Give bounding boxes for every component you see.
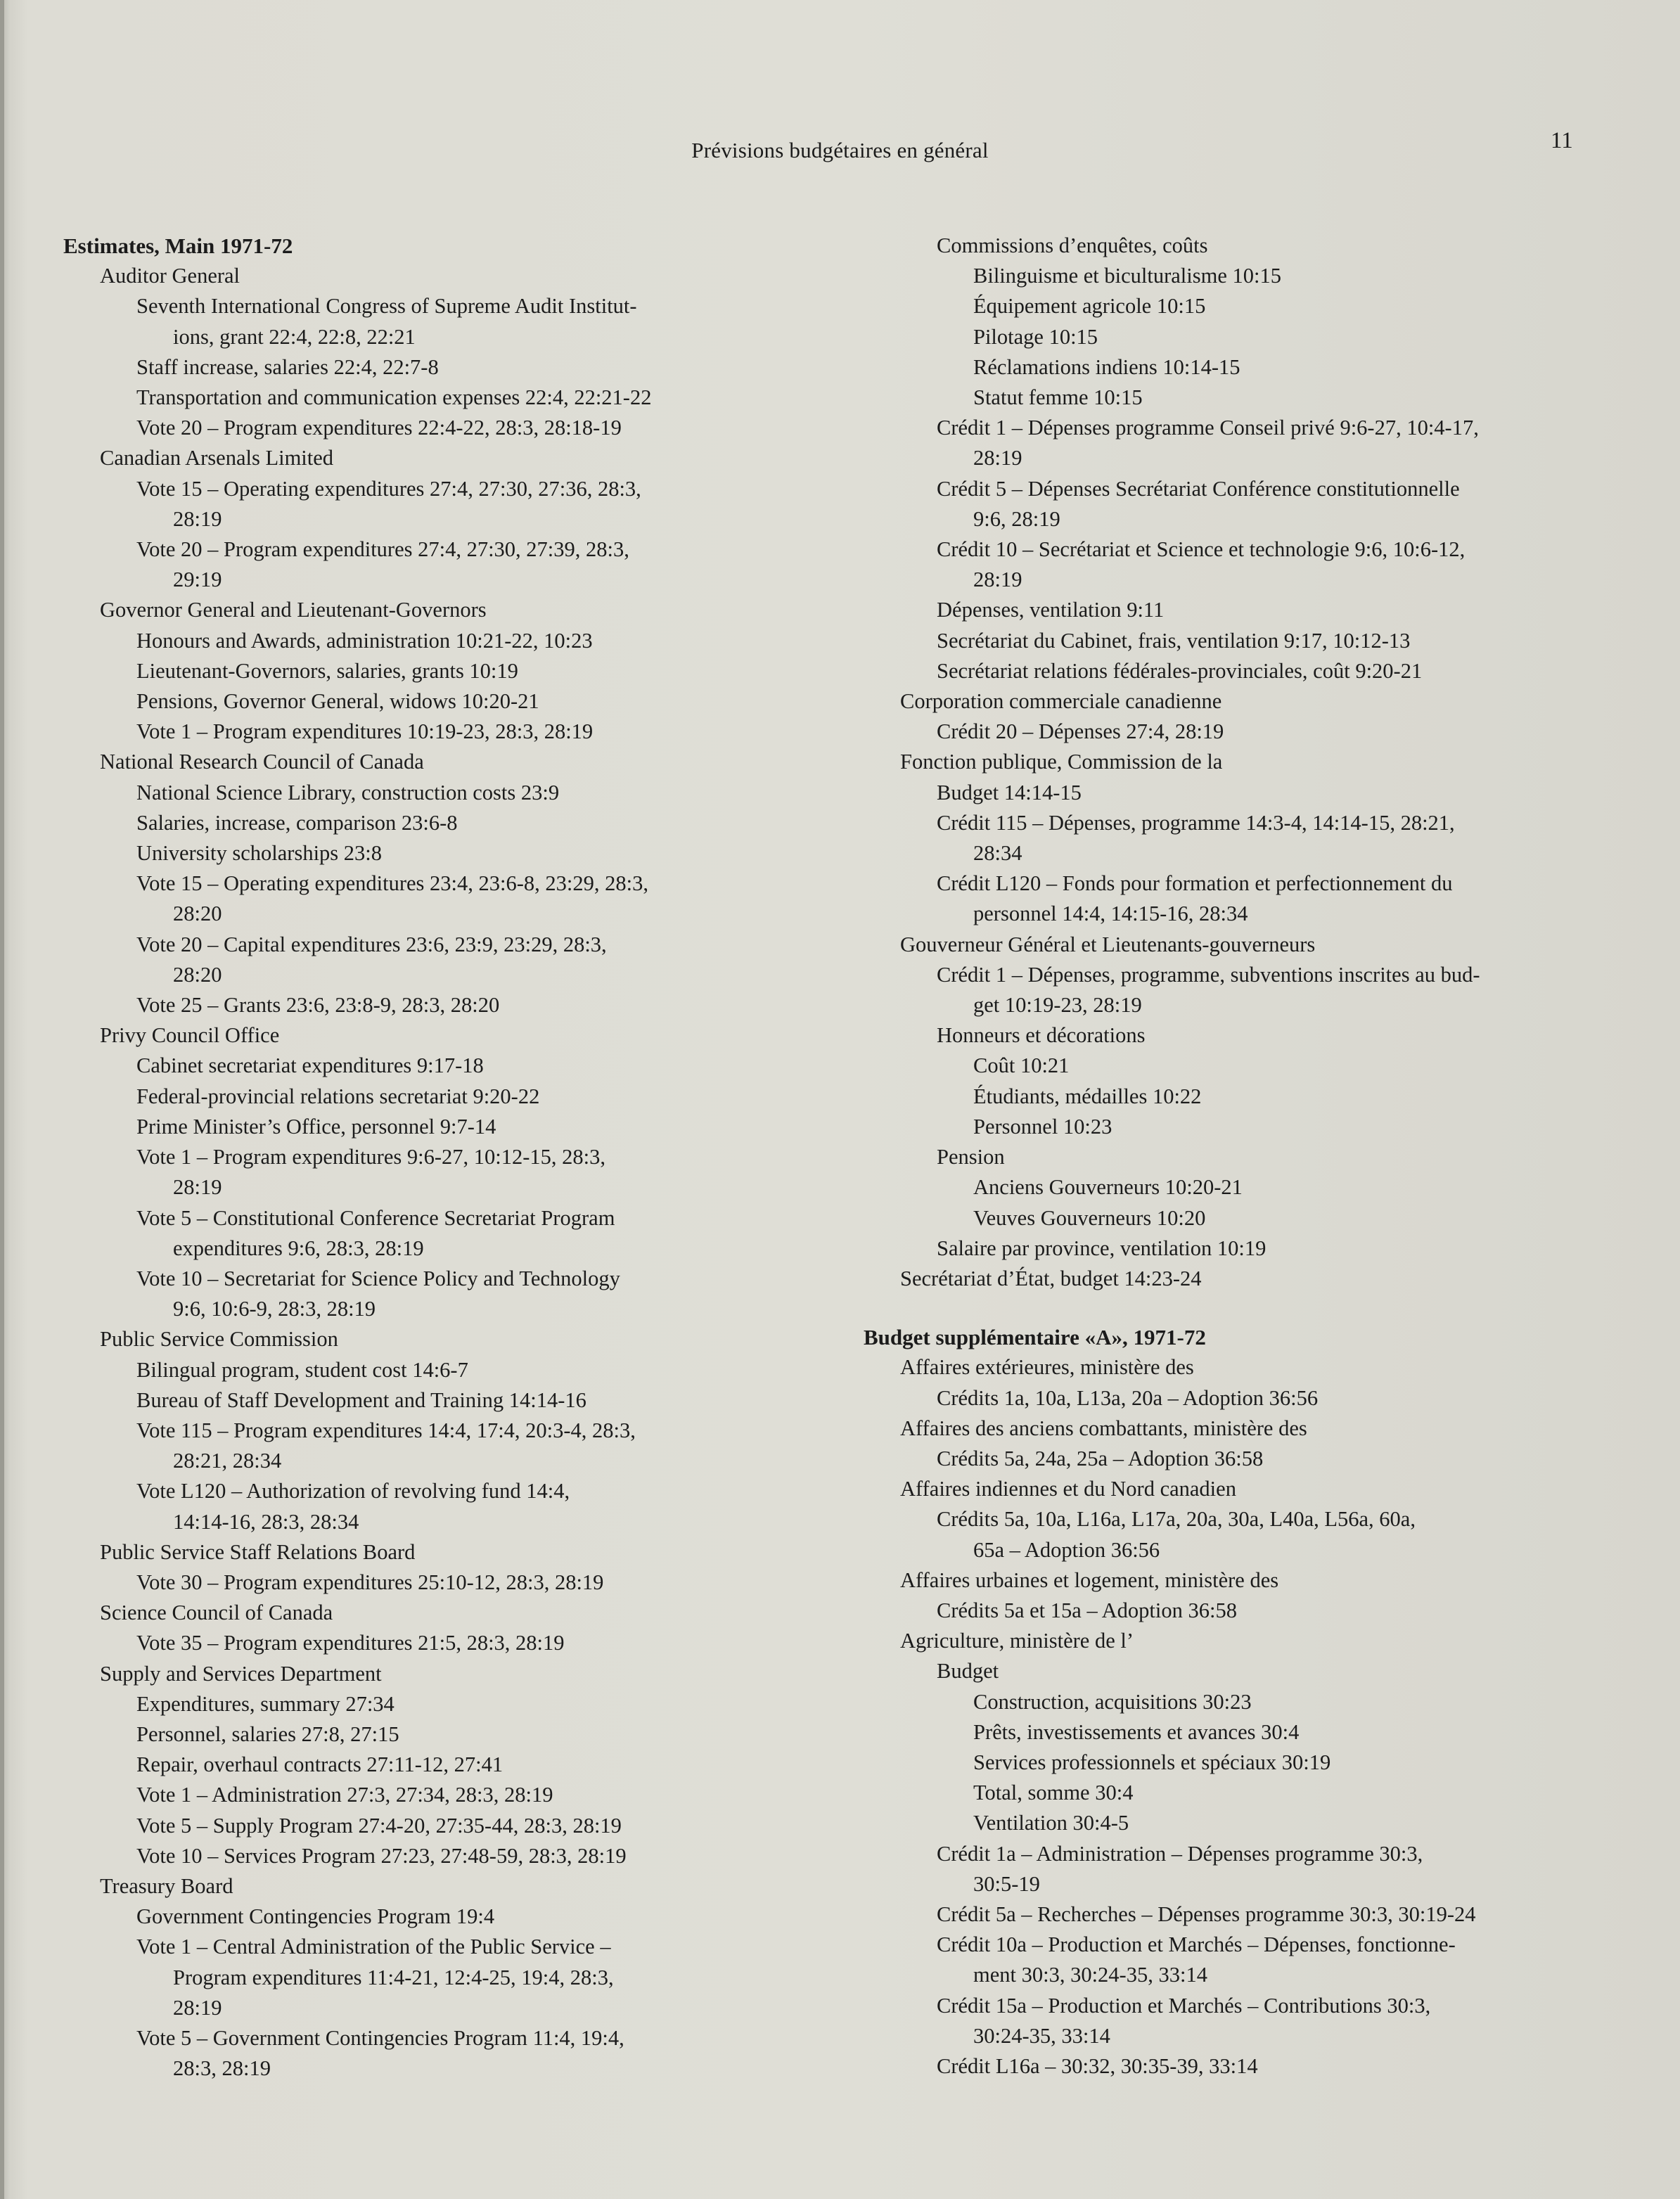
index-entry: Fonction publique, Commission de la	[900, 750, 1223, 774]
index-entry: Anciens Gouverneurs 10:20-21	[973, 1175, 1243, 1200]
index-entry: Supply and Services Department	[100, 1661, 382, 1686]
index-entry: Crédit 20 – Dépenses 27:4, 28:19	[937, 719, 1224, 744]
index-entry: Vote 1 – Program expenditures 10:19-23, 28:3, 28:19	[136, 719, 594, 744]
index-entry: Lieutenant-Governors, salaries, grants 10:19	[136, 658, 518, 683]
index-entry: Crédit L16a – 30:32, 30:35-39, 33:14	[937, 2053, 1258, 2078]
index-entry: Crédit 10 – Secrétariat et Science et technologie 9:6, 10:6-12,	[937, 537, 1466, 562]
index-entry: Public Service Staff Relations Board	[100, 1539, 416, 1564]
index-entry: get 10:19-23, 28:19	[973, 993, 1142, 1018]
index-column-right	[864, 231, 1609, 2082]
index-entry: Crédits 1a, 10a, L13a, 20a – Adoption 36:56	[937, 1385, 1319, 1410]
index-entry: 28:19	[173, 1175, 222, 1200]
index-heading: Budget supplémentaire «A», 1971-72	[864, 1325, 1206, 1350]
index-entry: Vote L120 – Authorization of revolving fund 14:4,	[136, 1479, 570, 1504]
index-entry: 29:19	[173, 568, 222, 592]
index-entry: Vote 20 – Program expenditures 22:4-22, 28:3, 28:18-19	[136, 416, 622, 440]
index-entry: Secrétariat d’État, budget 14:23-24	[900, 1266, 1202, 1290]
index-entry: Crédit 1a – Administration – Dépenses programme 30:3,	[937, 1841, 1423, 1866]
index-entry: Governor General and Lieutenant-Governors	[100, 598, 487, 622]
index-entry: Corporation commerciale canadienne	[900, 689, 1222, 714]
index-entry: Vote 20 – Capital expenditures 23:6, 23:9, 23:29, 28:3,	[136, 932, 607, 956]
index-entry: 28:34	[973, 841, 1022, 866]
index-entry: Vote 115 – Program expenditures 14:4, 17:4, 20:3-4, 28:3,	[136, 1418, 636, 1442]
index-entry: Crédit 10a – Production et Marchés – Dépenses, fonctionne-	[937, 1932, 1456, 1957]
index-entry: Staff increase, salaries 22:4, 22:7-8	[136, 354, 439, 379]
index-entry: Dépenses, ventilation 9:11	[937, 598, 1165, 622]
index-entry: Budget 14:14-15	[937, 780, 1082, 804]
index-entry: Treasury Board	[100, 1873, 233, 1898]
index-entry: Affaires extérieures, ministère des	[900, 1355, 1194, 1380]
index-entry: Secrétariat du Cabinet, frais, ventilation 9:17, 10:12-13	[937, 628, 1411, 653]
index-entry: Crédit 115 – Dépenses, programme 14:3-4, 14:14-15, 28:21,	[937, 810, 1455, 835]
index-entry: Total, somme 30:4	[973, 1781, 1134, 1805]
index-entry: Personnel, salaries 27:8, 27:15	[136, 1722, 399, 1746]
index-list-right	[864, 231, 1609, 2082]
index-entry: Veuves Gouverneurs 10:20	[973, 1205, 1206, 1230]
index-entry: Vote 15 – Operating expenditures 23:4, 23:6-8, 23:29, 28:3,	[136, 871, 648, 896]
index-entry: University scholarships 23:8	[136, 841, 383, 866]
section-gap	[864, 1294, 1609, 1322]
index-entry: Repair, overhaul contracts 27:11-12, 27:41	[136, 1752, 504, 1777]
index-entry: Bureau of Staff Development and Training 14:14-16	[136, 1387, 586, 1412]
index-entry: Transportation and communication expenses 22:4, 22:21-22	[136, 385, 652, 410]
index-entry: Commissions d’enquêtes, coûts	[937, 233, 1208, 257]
index-entry: Honneurs et décorations	[937, 1023, 1146, 1048]
index-entry: Agriculture, ministère de l’	[900, 1629, 1134, 1653]
index-entry: Vote 1 – Program expenditures 9:6-27, 10:12-15, 28:3,	[136, 1145, 605, 1169]
index-entry: 28:19	[173, 506, 222, 531]
index-entry: Affaires urbaines et logement, ministère des	[900, 1567, 1279, 1592]
index-entry: Réclamations indiens 10:14-15	[973, 354, 1240, 379]
index-entry: Crédit 1 – Dépenses, programme, subventions inscrites au bud-	[937, 962, 1480, 987]
index-entry: 28:19	[173, 1995, 222, 2020]
index-entry: Pensions, Governor General, widows 10:20-21	[136, 689, 539, 714]
index-entry: Crédits 5a et 15a – Adoption 36:58	[937, 1598, 1237, 1622]
index-entry: Vote 20 – Program expenditures 27:4, 27:30, 27:39, 28:3,	[136, 537, 629, 562]
index-list-left	[63, 231, 826, 2084]
index-entry: Affaires indiennes et du Nord canadien	[900, 1477, 1236, 1501]
index-entry: Vote 10 – Services Program 27:23, 27:48-59, 28:3, 28:19	[136, 1843, 627, 1868]
index-entry: Équipement agricole 10:15	[973, 294, 1206, 319]
index-entry: Salaries, increase, comparison 23:6-8	[136, 810, 458, 835]
index-entry: Program expenditures 11:4-21, 12:4-25, 19:4, 28:3,	[173, 1965, 614, 1989]
index-entry: Expenditures, summary 27:34	[136, 1691, 395, 1716]
index-entry: Bilingual program, student cost 14:6-7	[136, 1357, 468, 1382]
index-entry: Coût 10:21	[973, 1053, 1070, 1078]
index-entry: Crédits 5a, 10a, L16a, L17a, 20a, 30a, L40a, L56a, 60a,	[937, 1507, 1416, 1532]
index-entry: Pension	[937, 1145, 1005, 1169]
index-entry: National Research Council of Canada	[100, 750, 424, 774]
index-entry: 30:5-19	[973, 1871, 1040, 1896]
index-entry: Vote 15 – Operating expenditures 27:4, 27:30, 27:36, 28:3,	[136, 476, 641, 501]
index-entry: Crédit 5 – Dépenses Secrétariat Conférence constitutionnelle	[937, 476, 1460, 501]
index-entry: Crédit 5a – Recherches – Dépenses programme 30:3, 30:19-24	[937, 1902, 1476, 1926]
index-entry: Vote 10 – Secretariat for Science Policy and Technology	[136, 1266, 620, 1290]
index-entry: 28:21, 28:34	[173, 1449, 282, 1473]
index-entry: Auditor General	[100, 264, 241, 288]
index-entry: Étudiants, médailles 10:22	[973, 1084, 1202, 1108]
index-entry: Cabinet secretariat expenditures 9:17-18	[136, 1053, 484, 1078]
index-entry: National Science Library, construction costs 23:9	[136, 780, 560, 804]
index-entry: Budget	[937, 1659, 999, 1684]
index-entry: Government Contingencies Program 19:4	[136, 1904, 495, 1929]
index-entry: Vote 5 – Government Contingencies Program 11:4, 19:4,	[136, 2025, 624, 2050]
index-entry: Ventilation 30:4-5	[973, 1811, 1129, 1835]
index-entry: Vote 1 – Administration 27:3, 27:34, 28:3, 28:19	[136, 1783, 553, 1807]
index-entry: 28:19	[973, 568, 1022, 592]
index-entry: Crédit 15a – Production et Marchés – Contributions 30:3,	[937, 1993, 1431, 2018]
index-entry: ment 30:3, 30:24-35, 33:14	[973, 1963, 1207, 1987]
index-entry: 9:6, 10:6-9, 28:3, 28:19	[173, 1297, 376, 1321]
index-entry: 28:19	[973, 446, 1022, 470]
index-entry: Federal-provincial relations secretariat 9:20-22	[136, 1084, 540, 1108]
index-entry: 65a – Adoption 36:56	[973, 1537, 1160, 1562]
index-entry: Affaires des anciens combattants, ministère des	[900, 1416, 1307, 1440]
index-entry: Privy Council Office	[100, 1023, 280, 1048]
index-entry: Honours and Awards, administration 10:21-22, 10:23	[136, 628, 593, 653]
index-entry: Seventh International Congress of Supreme Audit Institut-	[136, 294, 637, 319]
index-entry: Pilotage 10:15	[973, 324, 1098, 349]
index-entry: Personnel 10:23	[973, 1114, 1112, 1139]
index-entry: Construction, acquisitions 30:23	[973, 1689, 1252, 1714]
index-entry: Secrétariat relations fédérales-provinciales, coût 9:20-21	[937, 658, 1423, 683]
index-entry: Salaire par province, ventilation 10:19	[937, 1236, 1267, 1260]
index-entry: Prime Minister’s Office, personnel 9:7-14	[136, 1114, 496, 1139]
index-entry: Vote 25 – Grants 23:6, 23:8-9, 28:3, 28:20	[136, 993, 500, 1018]
index-entry: Vote 35 – Program expenditures 21:5, 28:3, 28:19	[136, 1631, 565, 1655]
index-entry: Prêts, investissements et avances 30:4	[973, 1719, 1300, 1744]
index-entry: Vote 5 – Supply Program 27:4-20, 27:35-44, 28:3, 28:19	[136, 1813, 622, 1838]
index-entry: Public Service Commission	[100, 1327, 338, 1352]
index-entry: Crédit 1 – Dépenses programme Conseil privé 9:6-27, 10:4-17,	[937, 416, 1479, 440]
index-entry: 9:6, 28:19	[973, 506, 1060, 531]
index-entry: Bilinguisme et biculturalisme 10:15	[973, 264, 1281, 288]
index-entry: Crédit L120 – Fonds pour formation et perfectionnement du	[937, 871, 1453, 896]
index-entry: Science Council of Canada	[100, 1601, 333, 1625]
index-entry: 28:20	[173, 902, 222, 926]
index-entry: Crédits 5a, 24a, 25a – Adoption 36:58	[937, 1446, 1264, 1470]
index-entry: Services professionnels et spéciaux 30:19	[973, 1750, 1331, 1774]
index-column-left	[63, 231, 826, 2084]
index-entry: 14:14-16, 28:3, 28:34	[173, 1509, 359, 1534]
index-entry: personnel 14:4, 14:15-16, 28:34	[973, 902, 1248, 926]
index-entry: Vote 30 – Program expenditures 25:10-12, 28:3, 28:19	[136, 1570, 604, 1594]
running-header: Prévisions budgétaires en général	[691, 138, 989, 162]
page-number: 11	[1551, 128, 1573, 153]
index-entry: 28:3, 28:19	[173, 2056, 271, 2081]
index-entry: Vote 1 – Central Administration of the Public Service –	[136, 1935, 611, 1959]
index-entry: Canadian Arsenals Limited	[100, 446, 334, 470]
index-entry: 28:20	[173, 962, 222, 987]
index-entry: 30:24-35, 33:14	[973, 2023, 1110, 2048]
binding-edge	[0, 0, 4, 2199]
index-entry: expenditures 9:6, 28:3, 28:19	[173, 1236, 424, 1260]
index-entry: Gouverneur Général et Lieutenants-gouverneurs	[900, 932, 1316, 956]
index-heading: Estimates, Main 1971-72	[63, 233, 293, 258]
index-entry: Vote 5 – Constitutional Conference Secretariat Program	[136, 1205, 615, 1230]
index-entry: ions, grant 22:4, 22:8, 22:21	[173, 324, 416, 349]
index-entry: Statut femme 10:15	[973, 385, 1143, 410]
